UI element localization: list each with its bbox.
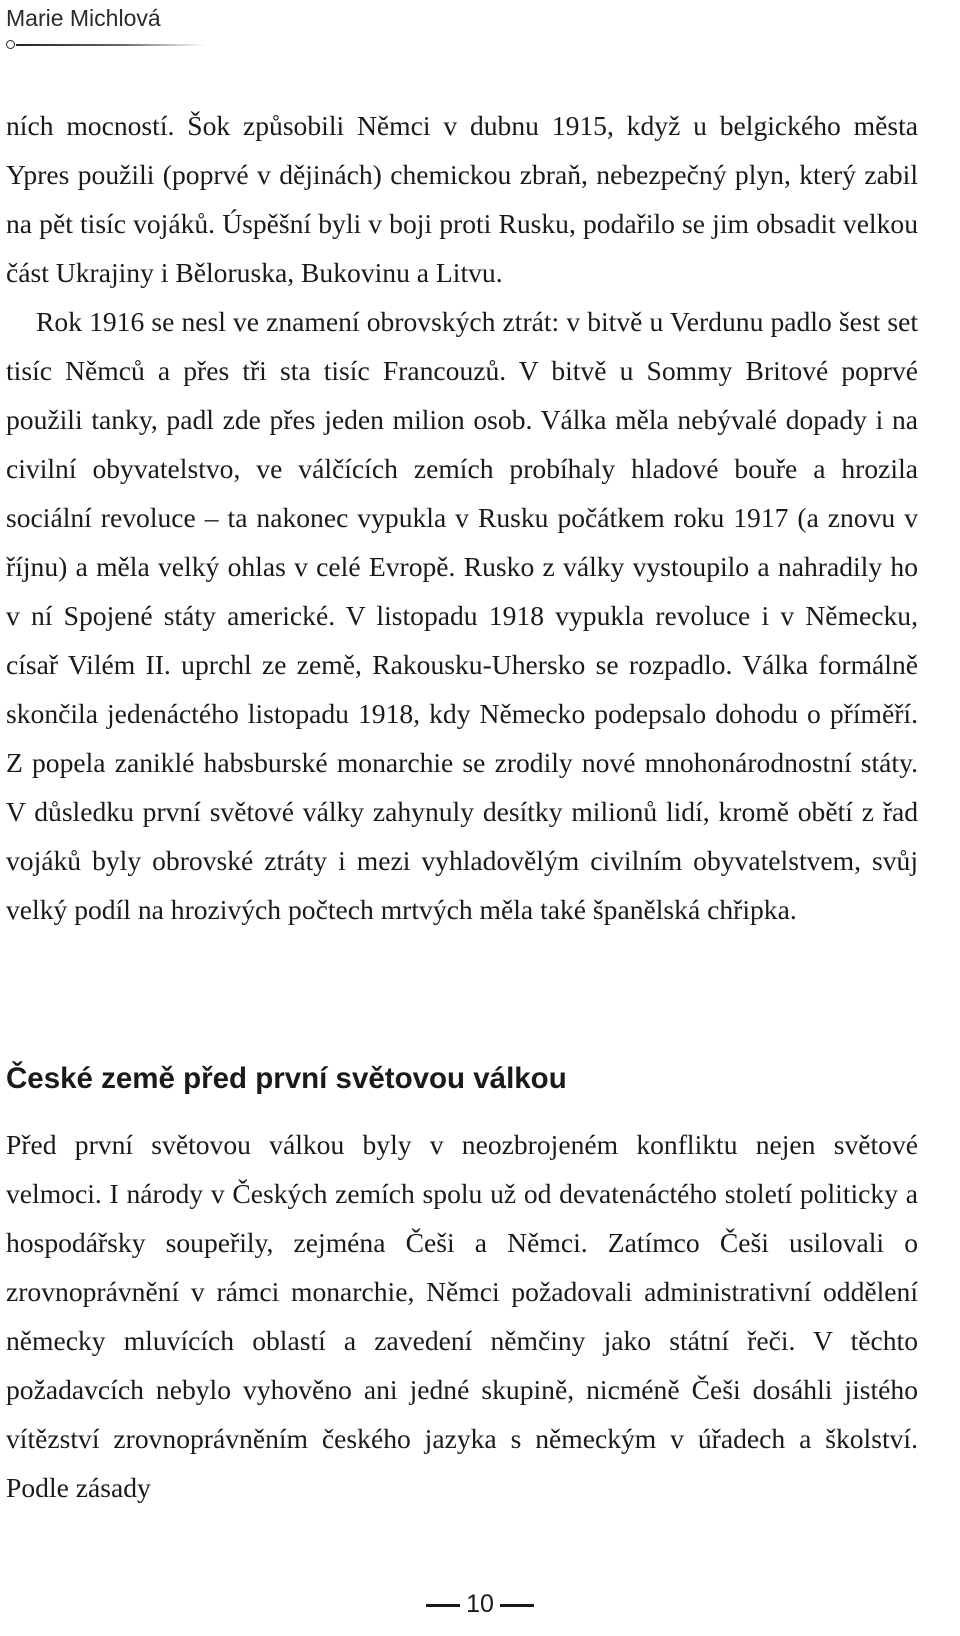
paragraph: Rok 1916 se nesl ve znamení obrovských ztrát: v bitvě u Verdunu padlo šest set tisíc Němců a přes tři sta tisíc Francouzů. V bitvě u Sommy Britové poprvé použili tanky, padl zde přes jeden milion osob. Válka měla nebývalé dopady i na civilní obyvatelstvo, ve válčících zemích probíhaly hladové bouře a hrozila sociální revoluce – ta nakonec vypukla v Rusku počátkem roku 1917 (a znovu v říjnu) a měla velký ohlas v celé Evropě. Rusko z války vystoupilo a nahradily ho v ní Spojené státy americké. V listopadu 1918 vypukla revoluce i v Německu, císař Vilém II. uprchl ze země, Rakousku-Uhersko se rozpadlo. Válka formálně skončila jedenáctého listopadu 1918, kdy Německo podepsalo dohodu o příměří. Z popela zaniklé habsburské monarchie se zrodily nové mnohonárodnostní státy. V důsledku první světové války zahynuly desítky milionů lidí, kromě obětí z řad vojáků byly obrovské ztráty i mezi vyhladovělým civilním obyvatelstvem, svůj velký podíl na hrozivých počtech mrtvých měla také španělská chřipka. (6, 306, 918, 925)
body-text-lower (6, 1120, 918, 1512)
header-rule-line (16, 44, 206, 46)
header-rule (6, 44, 206, 46)
page-number (0, 1588, 960, 1620)
paragraph: ních mocností. Šok způsobili Němci v dubnu 1915, když u belgického města Ypres použili (poprvé v dějinách) chemickou zbraň, nebezpečný plyn, který zabil na pět tisíc vojáků. Úspěšní byli v boji proti Rusku, podařilo se jim obsadit velkou část Ukrajiny i Běloruska, Bukovinu a Litvu. (6, 110, 918, 288)
page-number-dash-left (426, 1604, 460, 1607)
author-name: Marie Michlová (6, 5, 161, 31)
header-rule-dot (6, 40, 15, 49)
running-header (6, 4, 161, 32)
page-number-value: 10 (466, 1590, 494, 1618)
paragraph: Před první světovou válkou byly v neozbrojeném konfliktu nejen světové velmoci. I národy v Českých zemích spolu už od devatenáctého století politicky a hospodářsky soupeřily, zejména Češi a Němci. Zatímco Češi usilovali o zrovnoprávnění v rámci monarchie, Němci požadovali administrativní oddělení německy mluvících oblastí a zavedení němčiny jako státní řeči. V těchto požadavcích nebylo vyhověno ani jedné skupině, nicméně Češi dosáhli jistého vítězství zrovnoprávněním českého jazyka s německým v úřadech a školství. Podle zásady (6, 1129, 918, 1503)
body-text-upper (6, 101, 918, 934)
page-number-dash-right (500, 1604, 534, 1607)
section-heading: České země před první světovou válkou (6, 1062, 567, 1095)
